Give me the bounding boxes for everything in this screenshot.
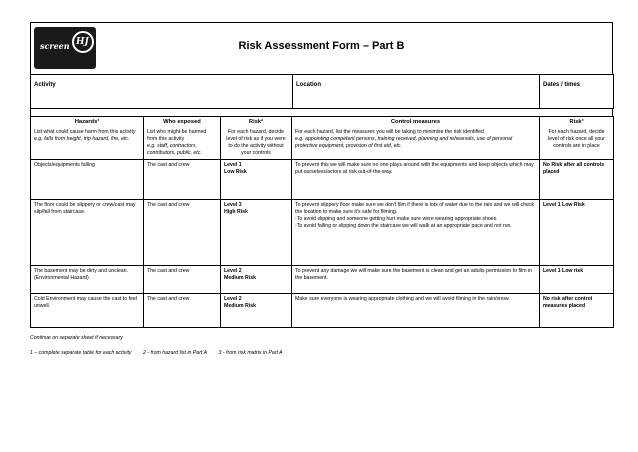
- control-measures-header: [292, 117, 540, 160]
- risk-cell[interactable]: [221, 265, 292, 293]
- risk-label: Medium Risk: [224, 302, 256, 309]
- who-exposed-cell[interactable]: The cast and crew: [144, 265, 221, 293]
- control-measure: -To avoid slipping and someone getting hurt make sure were wearing appropriate shoes.: [295, 215, 498, 222]
- control-measure: To prevent slippery floor make sure we don't film if there is lots of water due to the rain and we will check the location to make sure it's safe for filming.: [295, 201, 535, 215]
- activity-label: Activity: [34, 82, 56, 88]
- control-measures-cell[interactable]: [292, 293, 540, 327]
- control-measure: -To avoid falling or slipping down the staircase we will walk at an appropriate pace and not run.: [295, 222, 512, 229]
- risk-header: [221, 117, 292, 160]
- column-header-row: [31, 117, 614, 160]
- control-measure: To prevent any damage we will make sure the basement is clean and get an adults permission to film in the basement.: [295, 267, 533, 281]
- risk-label: High Risk: [224, 208, 248, 215]
- footnote-2: 2 - from hazard list in Part A: [142, 349, 208, 356]
- risk-level: Level 1: [224, 161, 242, 168]
- risk-cell[interactable]: [221, 293, 292, 327]
- table-row: [31, 159, 614, 199]
- residual-risk-cell[interactable]: No risk after control measures placed: [540, 293, 614, 327]
- control-measures-cell[interactable]: [292, 199, 540, 265]
- risk-label: Medium Risk: [224, 274, 256, 281]
- who-exposed-cell[interactable]: The cast and crew: [144, 293, 221, 327]
- who-exposed-header: [144, 117, 221, 160]
- dates-label: Dates / times: [543, 82, 581, 88]
- control-measures-header-desc: For each hazard, list the measures you will be taking to minimise the risk identified: [295, 128, 484, 135]
- risk-level: Level 2: [224, 267, 242, 274]
- risk-label: Low Risk: [224, 168, 247, 175]
- table-row: [31, 265, 614, 293]
- who-exposed-header-title: Who exposed: [163, 119, 201, 125]
- hazards-header-example: e.g. falls from height, trip hazard, fire, etc.: [34, 135, 130, 142]
- residual-risk-header-desc: For each hazard, decide level of risk once all your controls are in place: [548, 128, 605, 149]
- risk-level: Level 3: [224, 201, 242, 208]
- control-measure: Make sure everyone is wearing appropriate clothing and we will avoid filming in the rain/snow.: [295, 295, 510, 302]
- control-measures-header-example: e.g. appointing competent persons, training received, planning and rehearsals, use of personal protective equipment, provision of first aid, etc.: [295, 135, 513, 149]
- who-exposed-header-desc: List who might be harmed from this activity: [147, 128, 207, 142]
- control-measures-header-title: Control measures: [390, 119, 441, 125]
- control-measures-cell[interactable]: [292, 159, 540, 199]
- control-measure: To prevent this we will make sure no one plays around with the equipments and keep objects which may put ourselves/actors at risk out-of-the-way.: [295, 161, 534, 175]
- risk-table: [30, 116, 614, 328]
- section-gap: [30, 109, 613, 116]
- risk-header-desc: For each hazard, decide level of risk as if you were to do the activity without your controls: [226, 128, 286, 156]
- hazard-cell[interactable]: Cold Environment may cause the cast to feel unwell.: [31, 293, 144, 327]
- residual-risk-cell[interactable]: Level 1 Low risk: [540, 265, 614, 293]
- risk-level: Level 2: [224, 295, 242, 302]
- table-row: [31, 293, 614, 327]
- residual-risk-cell[interactable]: No Risk after all controls placed: [540, 159, 614, 199]
- residual-risk-header-title: Risk³: [569, 119, 584, 125]
- hazards-header: [31, 117, 144, 160]
- residual-risk-cell[interactable]: Level 1 Low Risk: [540, 199, 614, 265]
- who-exposed-cell[interactable]: The cast and crew: [144, 159, 221, 199]
- residual-risk-header: [540, 117, 614, 160]
- logo-mark: HJ: [76, 37, 89, 47]
- footnotes: [30, 350, 613, 356]
- hazard-cell[interactable]: The basement may be dirty and unclean. (Environmental Hazard): [31, 265, 144, 293]
- form-footer: [30, 335, 613, 356]
- continue-note: Continue on separate sheet if necessary: [30, 334, 123, 341]
- location-label: Location: [296, 82, 321, 88]
- who-exposed-cell[interactable]: The cast and crew: [144, 199, 221, 265]
- dates-field[interactable]: [540, 75, 614, 109]
- risk-header-title: Risk²: [248, 119, 264, 125]
- risk-cell[interactable]: [221, 199, 292, 265]
- page-title: Risk Assessment Form – Part B: [238, 40, 405, 52]
- activity-field[interactable]: [31, 75, 293, 109]
- activity-meta-table: [30, 74, 614, 109]
- hazard-cell[interactable]: Objects/equipments falling: [31, 159, 144, 199]
- who-exposed-header-example: e.g. staff, contractors, contributors, public, etc.: [147, 142, 202, 156]
- hazard-cell[interactable]: The floor could be slippery or crew/cast may slip/fall from staircase.: [31, 199, 144, 265]
- location-field[interactable]: [293, 75, 540, 109]
- footnote-1: 1 – complete separate table for each activity: [30, 349, 132, 356]
- risk-cell[interactable]: [221, 159, 292, 199]
- control-measures-cell[interactable]: [292, 265, 540, 293]
- hazards-header-title: Hazards³: [74, 119, 100, 125]
- table-row: [31, 199, 614, 265]
- form-header: [30, 22, 613, 74]
- logo-text: screen: [40, 41, 70, 51]
- hazards-header-desc: List what could cause harm from this activity: [34, 128, 136, 135]
- risk-assessment-form: [30, 22, 613, 365]
- footnote-3: 3 - from risk matrix in Part A: [218, 349, 283, 356]
